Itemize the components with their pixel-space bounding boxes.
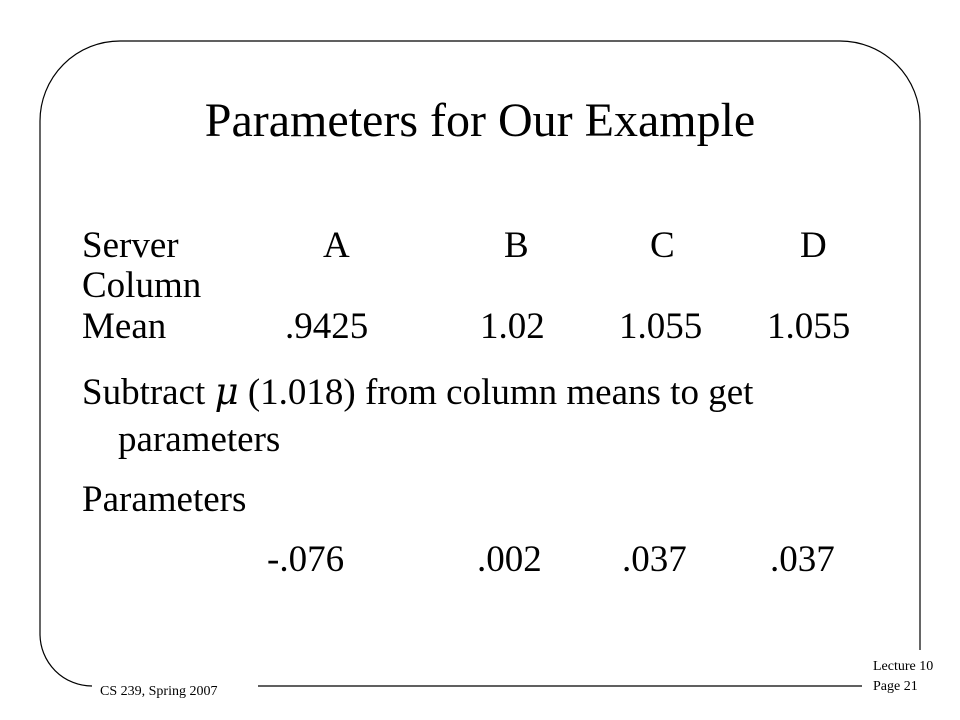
mean-c-value: 1.055	[619, 306, 703, 347]
footer-lecture: Lecture 10	[873, 659, 934, 674]
server-label: Server	[82, 225, 179, 266]
instruction-suffix: (1.018) from column means to get	[247, 372, 754, 413]
mean-a-value: .9425	[285, 306, 369, 347]
server-c-header: C	[650, 225, 675, 266]
server-a-header: A	[323, 225, 350, 266]
parameter-a-value: -.076	[267, 539, 345, 580]
mu-symbol: μ	[214, 370, 239, 413]
parameter-d-value: .037	[770, 539, 835, 580]
parameter-b-value: .002	[477, 539, 542, 580]
mean-label: Mean	[82, 306, 167, 347]
parameters-label: Parameters	[82, 479, 247, 520]
instruction-line2: parameters	[118, 419, 281, 460]
column-label: Column	[82, 265, 202, 306]
instruction-line1	[82, 370, 754, 413]
mean-b-value: 1.02	[480, 306, 545, 347]
parameter-c-value: .037	[622, 539, 687, 580]
mean-d-value: 1.055	[767, 306, 851, 347]
footer-course: CS 239, Spring 2007	[100, 684, 218, 699]
footer-page: Page 21	[873, 679, 918, 694]
server-d-header: D	[800, 225, 827, 266]
instruction-prefix: Subtract	[82, 372, 206, 413]
server-b-header: B	[504, 225, 529, 266]
slide-title: Parameters for Our Example	[204, 94, 756, 147]
